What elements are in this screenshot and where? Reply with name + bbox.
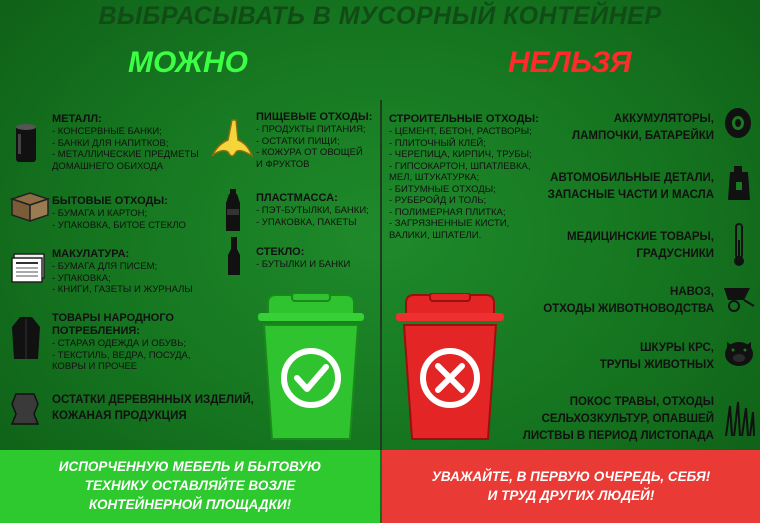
forbidden-manure <box>494 284 714 318</box>
category-line: МЕЛ, ШТУКАТУРКА; <box>389 172 480 183</box>
category-line: - ОСТАТКИ ПИЩИ; <box>256 135 340 147</box>
item-line: ЛАМПОЧКИ, БАТАРЕЙКИ <box>572 130 714 142</box>
allowed-heading: МОЖНО <box>128 46 248 79</box>
forbidden-car-parts <box>494 170 714 204</box>
category-plastic <box>256 192 376 228</box>
category-glass <box>256 246 376 271</box>
category-line: - БУТЫЛКИ И БАНКИ <box>256 259 351 270</box>
item-line: ЗАПАСНЫЕ ЧАСТИ И МАСЛА <box>547 189 714 201</box>
category-line: КОВРЫ И ПРОЧЕЕ <box>52 361 138 372</box>
category-title: ТОВАРЫ НАРОДНОГО ПОТРЕБЛЕНИЯ: <box>52 312 174 337</box>
category-title: СТРОИТЕЛЬНЫЕ ОТХОДЫ: <box>389 113 539 125</box>
footer-line: УВАЖАЙТЕ, В ПЕРВУЮ ОЧЕРЕДЬ, СЕБЯ! <box>431 469 711 484</box>
tire-icon <box>722 106 754 140</box>
wheelbarrow-icon <box>720 282 756 312</box>
category-line: - ЧЕРЕПИЦА, КИРПИЧ, ТРУБЫ; <box>389 149 532 160</box>
forbidden-heading: НЕЛЬЗЯ <box>508 46 632 79</box>
forbidden-agri-waste <box>484 394 714 445</box>
thermometer-icon <box>730 222 748 268</box>
item-line: АККУМУЛЯТОРЫ, <box>613 113 714 125</box>
category-line: - ПЭТ-БУТЫЛКИ, БАНКИ; <box>256 205 369 216</box>
canister-icon <box>726 166 752 202</box>
footer-line: КОНТЕЙНЕРНОЙ ПЛОЩАДКИ! <box>88 497 292 512</box>
category-line: - УПАКОВКА, ПАКЕТЫ <box>256 216 357 228</box>
category-line: - БИТУМНЫЕ ОТХОДЫ; <box>389 183 496 195</box>
item-line: ГРАДУСНИКИ <box>636 248 714 260</box>
item-line: ПОКОС ТРАВЫ, ОТХОДЫ <box>569 396 714 408</box>
category-line: ВАЛИКИ, ШПАТЕЛИ. <box>389 229 482 241</box>
category-household-waste <box>52 195 222 231</box>
category-line: ДОМАШНЕГО ОБИХОДА <box>52 160 164 172</box>
footer-line: ИСПОРЧЕННУЮ МЕБЕЛЬ И БЫТОВУЮ <box>58 459 322 474</box>
item-line: АВТОМОБИЛЬНЫЕ ДЕТАЛИ, <box>550 172 714 184</box>
category-metal <box>52 113 222 172</box>
newspaper-icon <box>10 251 50 285</box>
category-line: - КНИГИ, ГАЗЕТЫ И ЖУРНАЛЫ <box>52 284 193 295</box>
category-title: СТЕКЛО: <box>256 246 305 258</box>
can-icon <box>14 122 38 164</box>
footer-line: ТЕХНИКУ ОСТАВЛЯЙТЕ ВОЗЛЕ <box>84 478 296 493</box>
footer-line: И ТРУД ДРУГИХ ЛЮДЕЙ! <box>487 488 655 503</box>
forbidden-medical <box>514 229 714 263</box>
category-paper <box>52 248 222 296</box>
item-line: ОТХОДЫ ЖИВОТНОВОДСТВА <box>543 303 714 315</box>
item-line: ЛИСТВЫ В ПЕРИОД ЛИСТОПАДА <box>522 430 714 442</box>
item-line: НАВОЗ, <box>670 286 714 298</box>
glass-bottle-icon <box>226 237 242 277</box>
category-line: - ЦЕМЕНТ, БЕТОН, РАСТВОРЫ; <box>389 126 532 137</box>
category-consumer-goods <box>52 312 202 373</box>
category-title: МАКУЛАТУРА: <box>52 248 130 260</box>
category-title: БЫТОВЫЕ ОТХОДЫ: <box>52 195 168 207</box>
forbidden-hides <box>514 340 714 374</box>
forbidden-batteries <box>514 111 714 145</box>
leather-icon <box>10 392 40 426</box>
footer-allowed-note <box>0 450 380 523</box>
category-line: И ФРУКТОВ <box>256 158 310 170</box>
box-icon <box>10 189 50 223</box>
category-line: - БАНКИ ДЛЯ НАПИТКОВ; <box>52 137 169 149</box>
plastic-bottle-icon <box>224 189 242 233</box>
category-line: - РУБЕРОЙД И ТОЛЬ; <box>389 195 487 206</box>
category-wood-leather <box>52 392 262 424</box>
category-title: ПЛАСТМАССА: <box>256 192 338 204</box>
item-line: СЕЛЬХОЗКУЛЬТУР, ОПАВШЕЙ <box>541 413 714 425</box>
category-line: - ГИПСОКАРТОН, ШПАТЛЕВКА, <box>389 160 531 172</box>
item-line: ШКУРЫ КРС, <box>639 342 714 354</box>
category-line: - МЕТАЛЛИЧЕСКИЕ ПРЕДМЕТЫ <box>52 149 199 160</box>
category-line: - УПАКОВКА; <box>52 272 111 284</box>
category-line: - ПОЛИМЕРНАЯ ПЛИТКА; <box>389 206 506 218</box>
category-line: - СТАРАЯ ОДЕЖДА И ОБУВЬ; <box>52 338 186 349</box>
category-line: - БУМАГА ДЛЯ ПИСЕМ; <box>52 261 158 272</box>
category-line: - ТЕКСТИЛЬ, ВЕДРА, ПОСУДА, <box>52 349 191 361</box>
pig-icon <box>722 338 756 368</box>
category-line: - КОЖУРА ОТ ОВОЩЕЙ <box>256 147 363 158</box>
footer-forbidden-note <box>382 450 760 523</box>
allowed-bin <box>252 293 370 443</box>
category-line: - ПЛИТОЧНЫЙ КЛЕЙ; <box>389 137 486 149</box>
column-divider <box>380 100 382 450</box>
category-line: - БУМАГА И КАРТОН; <box>52 208 148 219</box>
coat-icon <box>10 315 42 361</box>
category-title: ОСТАТКИ ДЕРЕВЯННЫХ ИЗДЕЛИЙ, КОЖАНАЯ ПРОДУКЦИЯ <box>52 394 254 422</box>
category-title: МЕТАЛЛ: <box>52 113 102 125</box>
category-line: - КОНСЕРВНЫЕ БАНКИ; <box>52 126 162 137</box>
item-line: МЕДИЦИНСКИЕ ТОВАРЫ, <box>567 231 714 243</box>
category-line: - УПАКОВКА, БИТОЕ СТЕКЛО <box>52 219 186 231</box>
category-line: - ЗАГРЯЗНЕННЫЕ КИСТИ, <box>389 218 510 229</box>
item-line: ТРУПЫ ЖИВОТНЫХ <box>599 359 714 371</box>
page-title: ВЫБРАСЫВАТЬ В МУСОРНЫЙ КОНТЕЙНЕР <box>98 2 662 30</box>
category-line: - ПРОДУКТЫ ПИТАНИЯ; <box>256 124 366 135</box>
category-food-waste <box>256 111 376 170</box>
grass-icon <box>722 400 756 438</box>
category-title: ПИЩЕВЫЕ ОТХОДЫ: <box>256 111 373 123</box>
